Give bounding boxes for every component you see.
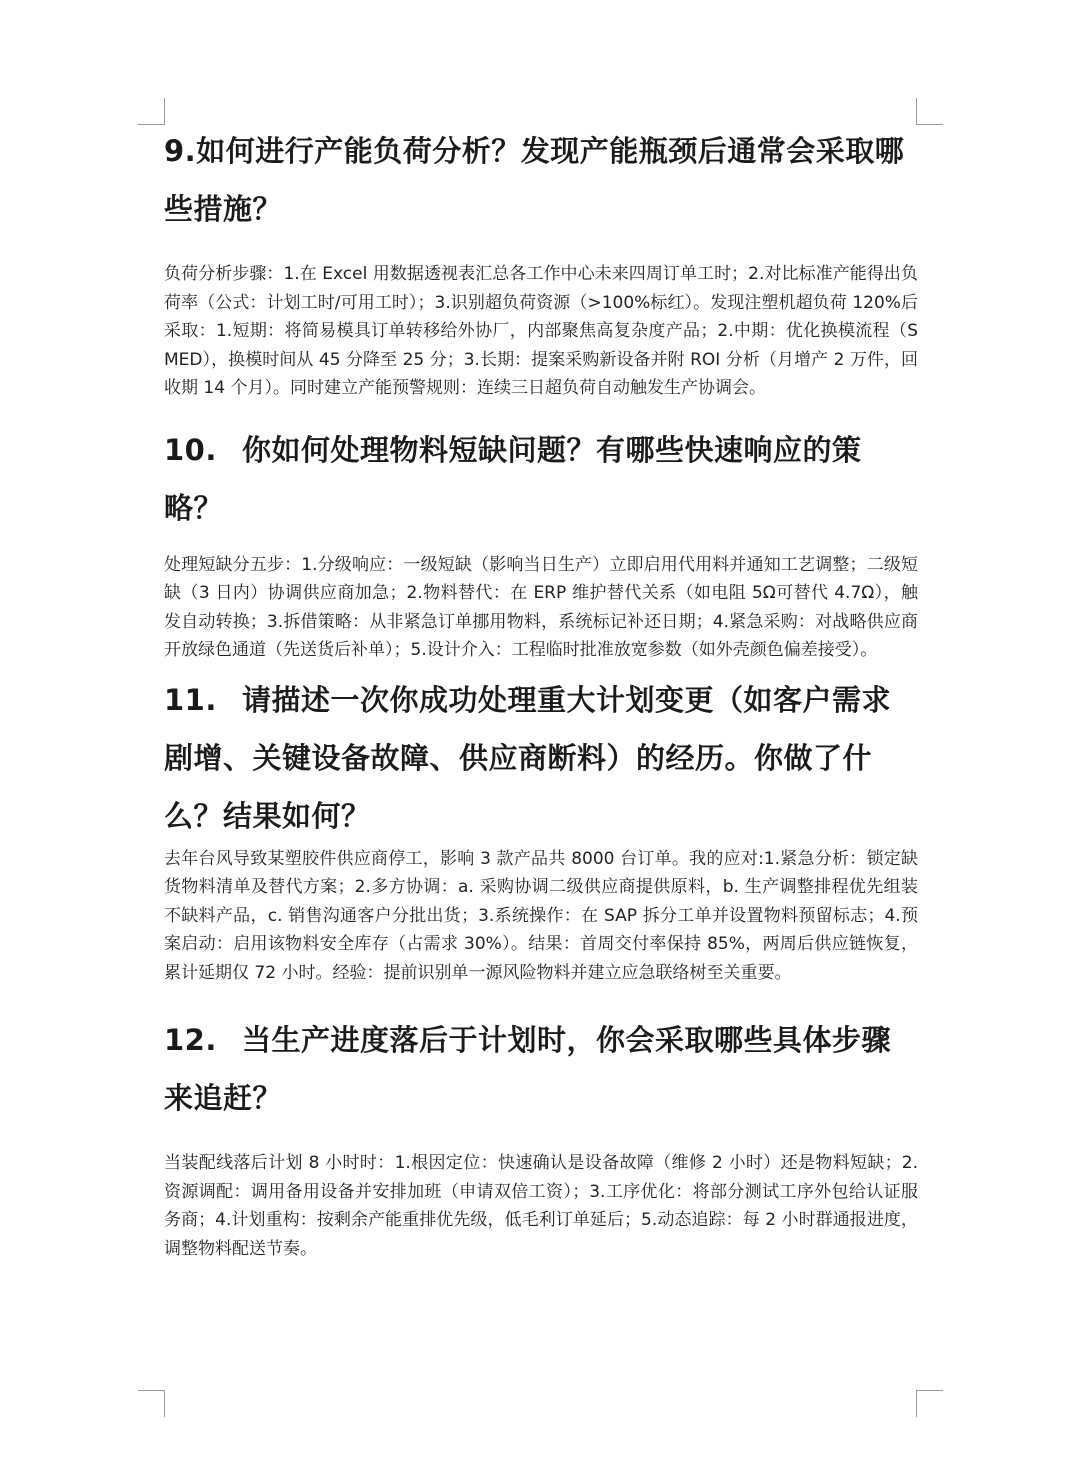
question-title: 你如何处理物料短缺问题？有哪些快速响应的策略？ bbox=[164, 432, 862, 525]
question-title: 当生产进度落后于计划时，你会采取哪些具体步骤来追赶？ bbox=[164, 1023, 892, 1115]
crop-mark-top-right bbox=[916, 98, 943, 125]
question-number: 9. bbox=[164, 134, 197, 168]
question-9-heading bbox=[164, 122, 918, 238]
question-title: 请描述一次你成功处理重大计划变更（如客户需求剧增、关键设备故障、供应商断料）的经历。你做了什么？结果如何？ bbox=[164, 682, 892, 833]
question-number: 11. bbox=[164, 682, 217, 717]
question-12-heading bbox=[164, 1011, 918, 1127]
answer-10-paragraph: 处理短缺分五步：1.分级响应：一级短缺（影响当日生产）立即启用代用料并通知工艺调整；二级短缺（3 日内）协调供应商加急；2.物料替代：在 ERP 维护替代关系（如电阻 5Ω可替代 4.7Ω），触发自动转换；3.拆借策略：从非紧急订单挪用物料，系统标记补还日期；4.紧急采购：对战略供应商开放绿色通道（先送货后补单）；5.设计介入：工程临时批准放宽参数（如外壳颜色偏差接受）。 bbox=[164, 554, 918, 660]
answer-11-paragraph: 去年台风导致某塑胶件供应商停工，影响 3 款产品共 8000 台订单。我的应对:1.紧急分析：锁定缺货物料清单及替代方案；2.多方协调：a. 采购协调二级供应商提供原料，b. 生产调整排程优先组装不缺料产品，c. 销售沟通客户分批出货；3.系统操作：在 SAP 拆分工单并设置物料预留标志；4.预案启动：启用该物料安全库存（占需求 30%）。结果：首周交付率保持 85%，两周后供应链恢复，累计延期仅 72 小时。经验：提前识别单一源风险物料并建立应急联络树至关重要。 bbox=[164, 848, 918, 983]
answer-12-paragraph: 当装配线落后计划 8 小时时：1.根因定位：快速确认是设备故障（维修 2 小时）还是物料短缺；2.资源调配：调用备用设备并安排加班（申请双倍工资）；3.工序优化：将部分测试工序外包给认证服务商；4.计划重构：按剩余产能重排优先级，低毛利订单延后；5.动态追踪：每 2 小时群通报进度，调整物料配送节奏。 bbox=[164, 1153, 918, 1259]
question-number: 10. bbox=[164, 432, 217, 467]
question-number: 12. bbox=[164, 1023, 217, 1057]
crop-mark-bottom-left bbox=[138, 1390, 165, 1417]
crop-mark-top-left bbox=[138, 98, 165, 125]
question-11-heading bbox=[164, 671, 918, 845]
crop-mark-bottom-right bbox=[916, 1390, 943, 1417]
question-10-heading bbox=[164, 421, 918, 537]
document-body bbox=[164, 122, 918, 1263]
answer-9-paragraph: 负荷分析步骤：1.在 Excel 用数据透视表汇总各工作中心未来四周订单工时；2.对比标准产能得出负荷率（公式：计划工时/可用工时）；3.识别超负荷资源（>100%标红）。发现注塑机超负荷 120%后采取：1.短期：将简易模具订单转移给外协厂，内部聚焦高复杂度产品；2.中期：优化换模流程（SMED），换模时间从 45 分降至 25 分；3.长期：提案采购新设备并附 ROI 分析（月增产 2 万件，回收期 14 个月）。同时建立产能预警规则：连续三日超负荷自动触发生产协调会。 bbox=[164, 264, 918, 398]
question-title: 如何进行产能负荷分析？发现产能瓶颈后通常会采取哪些措施？ bbox=[164, 134, 905, 226]
